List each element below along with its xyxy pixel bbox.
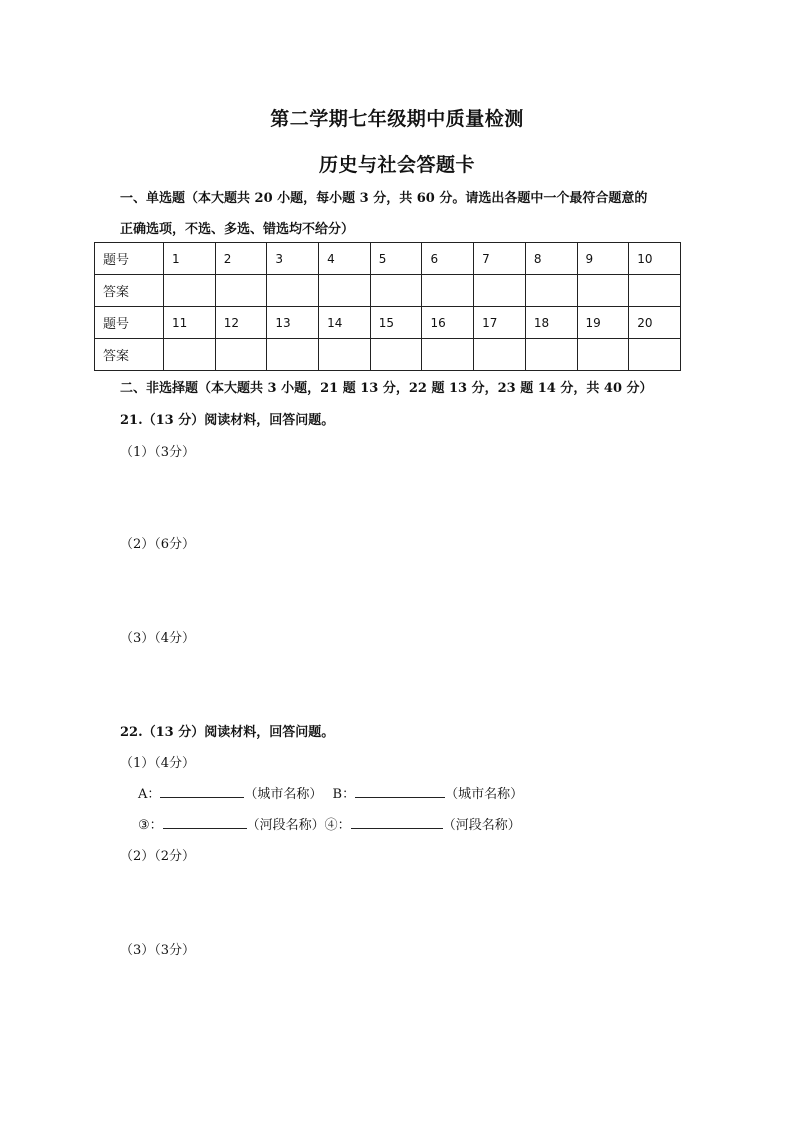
answer-row [95,275,681,307]
section1-instructions-line1: 一、单选题（本大题共 20 小题，每小题 3 分，共 60 分。请选出各题中一个最符合题意的 [120,191,648,206]
answer-cell-17[interactable] [474,339,526,371]
question-number-6: 6 [422,243,474,275]
answer-cell-8[interactable] [525,275,577,307]
question-number-15: 15 [370,307,422,339]
city-a-note: （城市名称） [244,787,323,802]
river-3-note: （河段名称） [246,818,325,833]
question-number-1: 1 [164,243,216,275]
answer-cell-12[interactable] [215,339,267,371]
answer-cell-15[interactable] [370,339,422,371]
question-number-row [95,307,681,339]
city-b-blank[interactable] [355,783,445,798]
question-number-2: 2 [215,243,267,275]
q21-title: 21.（13 分）阅读材料，回答问题。 [120,413,335,428]
river-4-label: ④： [324,818,351,833]
question-number-13: 13 [267,307,319,339]
row-label-question-number: 题号 [95,307,164,339]
question-number-4: 4 [319,243,371,275]
question-number-row [95,243,681,275]
answer-cell-14[interactable] [319,339,371,371]
answer-cell-7[interactable] [474,275,526,307]
q22-title: 22.（13 分）阅读材料，回答问题。 [120,725,335,740]
row-label-question-number: 题号 [95,243,164,275]
river-3-label: ③： [138,818,163,833]
answer-cell-5[interactable] [370,275,422,307]
question-number-9: 9 [577,243,629,275]
answer-row [95,339,681,371]
river-3-blank[interactable] [163,814,247,829]
city-a-label: A： [138,787,161,802]
q21-part1-label: （1）（3分） [120,445,196,460]
city-b-note: （城市名称） [445,787,524,802]
answer-cell-18[interactable] [525,339,577,371]
page-title: 第二学期七年级期中质量检测 [270,108,524,130]
question-number-18: 18 [525,307,577,339]
row-label-answer: 答案 [95,275,164,307]
answer-cell-11[interactable] [164,339,216,371]
river-4-blank[interactable] [351,814,443,829]
answer-cell-13[interactable] [267,339,319,371]
question-number-14: 14 [319,307,371,339]
answer-cell-10[interactable] [629,275,681,307]
answer-cell-3[interactable] [267,275,319,307]
answer-cell-6[interactable] [422,275,474,307]
q22-river-line [138,814,521,833]
answer-cell-1[interactable] [164,275,216,307]
q22-city-line [138,783,523,802]
answer-cell-2[interactable] [215,275,267,307]
river-4-note: （河段名称） [442,818,521,833]
page-subtitle: 历史与社会答题卡 [318,154,475,176]
answer-cell-4[interactable] [319,275,371,307]
section2-header: 二、非选择题（本大题共 3 小题，21 题 13 分，22 题 13 分，23 题 14 分，共 40 分） [120,381,653,396]
question-number-3: 3 [267,243,319,275]
city-b-label: B： [332,787,356,802]
q22-part3-label: （3）（3分） [120,943,196,958]
q22-part1-label: （1）（4分） [120,756,196,771]
row-label-answer: 答案 [95,339,164,371]
section1-instructions-line2: 正确选项，不选、多选、错选均不给分） [120,222,355,237]
q22-part2-label: （2）（2分） [120,849,196,864]
question-number-7: 7 [474,243,526,275]
question-number-11: 11 [164,307,216,339]
q21-part3-label: （3）（4分） [120,631,196,646]
question-number-10: 10 [629,243,681,275]
question-number-17: 17 [474,307,526,339]
answer-cell-19[interactable] [577,339,629,371]
question-number-5: 5 [370,243,422,275]
answer-cell-20[interactable] [629,339,681,371]
question-number-16: 16 [422,307,474,339]
q21-part2-label: （2）（6分） [120,537,196,552]
question-number-20: 20 [629,307,681,339]
city-a-blank[interactable] [160,783,244,798]
question-number-12: 12 [215,307,267,339]
question-number-8: 8 [525,243,577,275]
question-number-19: 19 [577,307,629,339]
answer-grid [94,242,681,371]
answer-cell-16[interactable] [422,339,474,371]
answer-cell-9[interactable] [577,275,629,307]
